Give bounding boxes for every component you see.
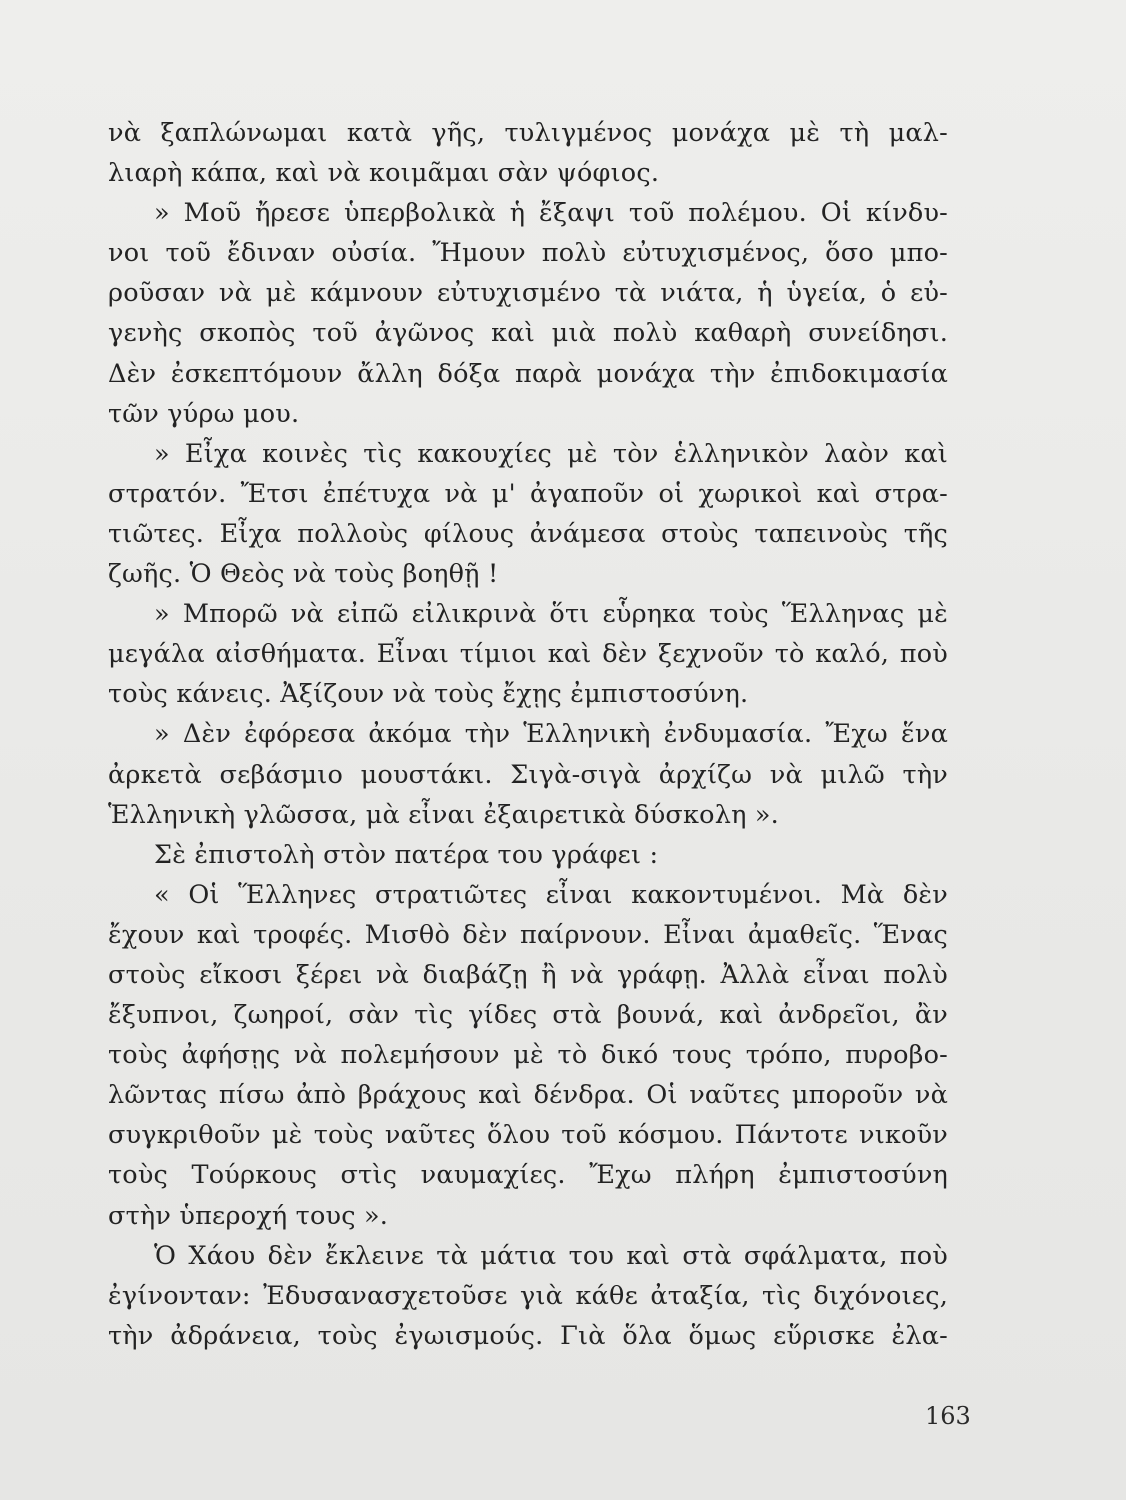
text-line: νὰ ξαπλώνωμαι κατὰ γῆς, τυλιγμένος μονάχα μὲ τὴ μαλ- <box>108 118 948 148</box>
text-line: τιῶτες. Εἶχα πολλοὺς φίλους ἀνάμεσα στοὺς ταπεινοὺς τῆς <box>108 518 948 549</box>
text-line: Σὲ ἐπιστολὴ στὸν πατέρα του γράφει : <box>154 839 659 870</box>
page-number: 163 <box>925 1402 971 1430</box>
text-line: στὴν ὑπεροχή τους ». <box>108 1200 389 1231</box>
text-line: ζωῆς. Ὁ Θεὸς νὰ τοὺς βοηθῇ ! <box>108 559 499 590</box>
text-line: τῶν γύρω μου. <box>108 398 300 429</box>
text-line: ἔξυπνοι, ζωηροί, σὰν τὶς γίδες στὰ βουνά, καὶ ἀνδρεῖοι, ἂν <box>108 1000 948 1031</box>
text-line: » Δὲν ἐφόρεσα ἀκόμα τὴν Ἑλληνικὴ ἐνδυμασία. Ἔχω ἕνα <box>154 719 948 750</box>
text-line: στρατόν. Ἔτσι ἐπέτυχα νὰ μ' ἀγαποῦν οἱ χωρικοὶ καὶ στρα- <box>108 478 948 509</box>
text-line: ροῦσαν νὰ μὲ κάμνουν εὐτυχισμένο τὰ νιάτα, ἡ ὑγεία, ὁ εὐ- <box>108 278 948 309</box>
body-text <box>108 113 948 1356</box>
text-line: τοὺς Τούρκους στὶς ναυμαχίες. Ἔχω πλήρη ἐμπιστοσύνη <box>108 1160 948 1191</box>
text-line: στοὺς εἴκοσι ξέρει νὰ διαβάζῃ ἢ νὰ γράφῃ. Ἀλλὰ εἶναι πολὺ <box>108 959 948 990</box>
text-line: » Μπορῶ νὰ εἰπῶ εἰλικρινὰ ὅτι εὗρηκα τοὺς Ἕλληνας μὲ <box>154 599 948 630</box>
text-line: τοὺς ἀφήσῃς νὰ πολεμήσουν μὲ τὸ δικό τους τρόπο, πυροβο- <box>108 1040 948 1071</box>
text-line: ἀρκετὰ σεβάσμιο μουστάκι. Σιγὰ-σιγὰ ἀρχίζω νὰ μιλῶ τὴν <box>108 759 948 790</box>
text-line: » Εἶχα κοινὲς τὶς κακουχίες μὲ τὸν ἑλληνικὸν λαὸν καὶ <box>154 438 948 469</box>
text-line: Ἑλληνικὴ γλῶσσα, μὰ εἶναι ἐξαιρετικὰ δύσκολη ». <box>108 799 779 830</box>
text-line: Ὁ Χάου δὲν ἔκλεινε τὰ μάτια του καὶ στὰ σφάλματα, ποὺ <box>154 1240 948 1271</box>
text-line: λῶντας πίσω ἀπὸ βράχους καὶ δένδρα. Οἱ ναῦτες μποροῦν νὰ <box>108 1080 948 1111</box>
text-line: μεγάλα αἰσθήματα. Εἶναι τίμιοι καὶ δὲν ξεχνοῦν τὸ καλό, ποὺ <box>108 639 948 670</box>
text-line: γενὴς σκοπὸς τοῦ ἀγῶνος καὶ μιὰ πολὺ καθαρὴ συνείδησι. <box>108 318 948 349</box>
text-line: » Μοῦ ἤρεσε ὑπερβολικὰ ἡ ἔξαψι τοῦ πολέμου. Οἱ κίνδυ- <box>154 198 948 229</box>
text-line: « Οἱ Ἕλληνες στρατιῶτες εἶναι κακοντυμένοι. Μὰ δὲν <box>154 879 948 910</box>
text-line: τοὺς κάνεις. Ἀξίζουν νὰ τοὺς ἔχῃς ἐμπιστοσύνη. <box>108 679 749 710</box>
text-line: συγκριθοῦν μὲ τοὺς ναῦτες ὅλου τοῦ κόσμου. Πάντοτε νικοῦν <box>108 1120 948 1151</box>
text-line: ἔχουν καὶ τροφές. Μισθὸ δὲν παίρνουν. Εἶναι ἀμαθεῖς. Ἕνας <box>108 919 948 950</box>
text-line: Δὲν ἐσκεπτόμουν ἄλλη δόξα παρὰ μονάχα τὴν ἐπιδοκιμασία <box>108 358 948 389</box>
text-line: λιαρὴ κάπα, καὶ νὰ κοιμᾶμαι σὰν ψόφιος. <box>108 158 660 189</box>
text-line: νοι τοῦ ἔδιναν οὐσία. Ἤμουν πολὺ εὐτυχισμένος, ὅσο μπο- <box>108 238 948 269</box>
text-line: ἐγίνονταν: Ἐδυσανασχετοῦσε γιὰ κάθε ἀταξία, τὶς διχόνοιες, <box>108 1280 948 1311</box>
text-line: τὴν ἀδράνεια, τοὺς ἐγωισμούς. Γιὰ ὅλα ὅμως εὕρισκε ἐλα- <box>108 1320 948 1351</box>
